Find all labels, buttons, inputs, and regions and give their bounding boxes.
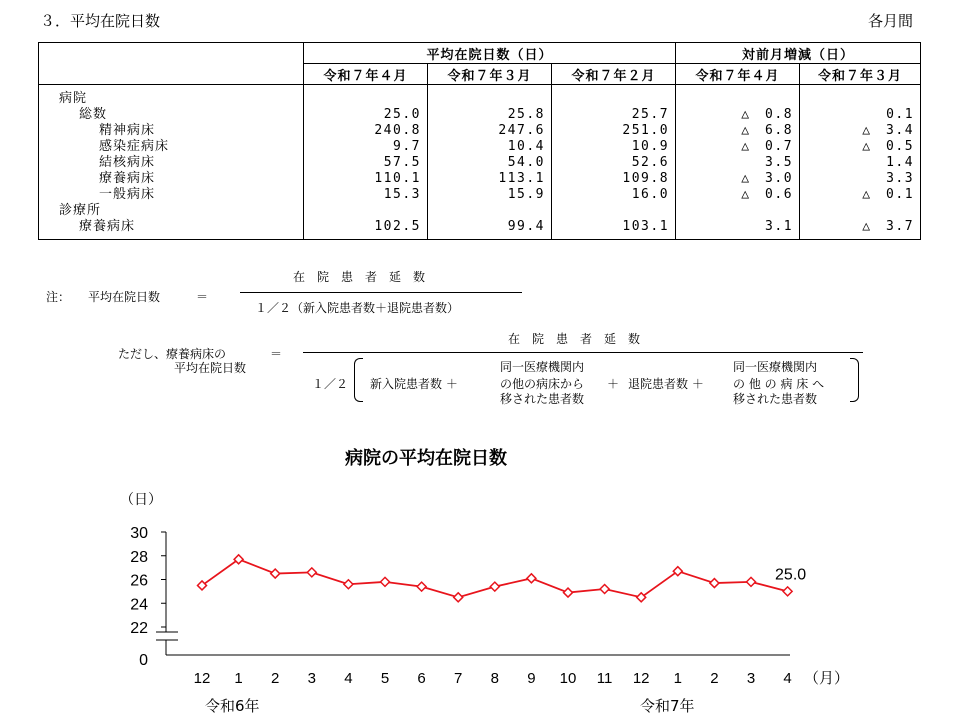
table-cell: 113.1 xyxy=(498,171,545,186)
x-tick-label: 8 xyxy=(490,670,499,687)
denominator-term: 同一医療機関内 xyxy=(733,360,818,374)
data-point xyxy=(490,582,499,591)
denominator-term: 移された患者数 xyxy=(500,392,585,406)
table-cell: 0.1 xyxy=(886,107,915,122)
x-tick-label: 9 xyxy=(527,670,536,687)
x-tick-label: 12 xyxy=(193,670,211,687)
denominator-term: 退院患者数 ＋ xyxy=(628,377,704,391)
x-tick-label: 7 xyxy=(454,670,463,687)
x-tick-label: 1 xyxy=(234,670,243,687)
denominator: １／２（新入院患者数＋退院患者数） xyxy=(255,301,460,315)
equals-sign: ＝ xyxy=(196,290,209,304)
x-tick-label: 12 xyxy=(632,670,650,687)
table-cell: 251.0 xyxy=(622,123,670,138)
row-label: 病院 xyxy=(59,91,88,106)
group-header-average: 平均在院日数（日） xyxy=(304,43,676,64)
table-cell: 109.8 xyxy=(622,171,670,186)
data-point xyxy=(307,568,316,577)
row-label: 療養病床 xyxy=(79,219,136,234)
note-term: 平均在院日数 xyxy=(88,290,161,304)
row-label: 総数 xyxy=(79,107,108,122)
table-cell: 110.1 xyxy=(374,171,421,186)
x-tick-label: 4 xyxy=(783,670,792,687)
table-cell: △ 0.6 xyxy=(741,187,794,202)
table-cell: △ 6.8 xyxy=(741,123,794,138)
numerator: 在 院 患 者 延 数 xyxy=(293,270,426,284)
equals-sign: ＝ xyxy=(270,347,283,361)
data-point xyxy=(417,582,426,591)
data-point xyxy=(710,579,719,588)
data-point xyxy=(600,585,609,594)
table-cell: 102.5 xyxy=(374,219,421,234)
frequency-label: 各月間 xyxy=(868,12,914,30)
x-tick-label: 2 xyxy=(710,670,719,687)
table-cell: △ 0.7 xyxy=(741,139,794,154)
y-axis-unit: （日） xyxy=(120,492,162,508)
data-point xyxy=(783,587,792,596)
x-tick-label: 2 xyxy=(271,670,280,687)
row-label: 精神病床 xyxy=(99,123,156,138)
plus-sign: ＋ xyxy=(607,377,620,391)
table-cell: 103.1 xyxy=(622,219,670,234)
table-cell: 52.6 xyxy=(631,155,670,170)
column-header: 令和７年３月 xyxy=(428,64,552,85)
table-cell: 240.8 xyxy=(374,123,421,138)
data-point xyxy=(271,569,280,578)
row-label: 結核病床 xyxy=(99,155,156,170)
y-tick-label: 30 xyxy=(130,525,148,542)
column-header: 令和７年４月 xyxy=(676,64,800,85)
denominator-term: 移された患者数 xyxy=(733,392,818,406)
group-header-change: 対前月増減（日） xyxy=(676,43,921,64)
year-label: 令和6年 xyxy=(205,697,260,715)
y-tick-label: 0 xyxy=(139,652,148,669)
table-cell: 25.7 xyxy=(631,107,670,122)
table-cell: 15.3 xyxy=(383,187,421,202)
data-point xyxy=(747,577,756,586)
x-tick-label: 5 xyxy=(380,670,390,687)
data-point xyxy=(454,593,463,602)
data-point xyxy=(564,588,573,597)
row-label: 診療所 xyxy=(59,203,102,218)
x-axis-unit: （月） xyxy=(804,669,850,687)
denominator-term: の他の病床から xyxy=(500,377,585,391)
numerator: 在 院 患 者 延 数 xyxy=(508,332,641,346)
table-cell: 57.5 xyxy=(383,155,421,170)
y-tick-label: 28 xyxy=(130,548,148,566)
table-cell: 16.0 xyxy=(631,187,670,202)
denominator-term: の 他 の 病 床 へ xyxy=(733,377,825,391)
table-cell: △ 0.5 xyxy=(862,139,915,154)
column-header: 令和７年３月 xyxy=(800,64,921,85)
table-cell: △ 3.0 xyxy=(741,171,794,186)
denominator-term: 同一医療機関内 xyxy=(500,360,585,374)
denominator-term: 新入院患者数 ＋ xyxy=(370,377,458,391)
table-cell: 54.0 xyxy=(507,155,545,170)
proviso-term: 平均在院日数 xyxy=(174,361,247,375)
column-header: 令和７年２月 xyxy=(552,64,676,85)
table-cell: 3.5 xyxy=(765,155,794,170)
data-label: 25.0 xyxy=(775,566,807,584)
row-label: 一般病床 xyxy=(99,187,156,202)
proviso-text: ただし、療養病床の xyxy=(118,347,227,361)
table-cell: 15.9 xyxy=(507,187,545,202)
x-tick-label: 6 xyxy=(417,670,426,687)
table-cell: △ 3.4 xyxy=(862,123,915,138)
table-cell: 10.9 xyxy=(631,139,670,154)
x-tick-label: 3 xyxy=(307,670,316,687)
table-cell: 9.7 xyxy=(393,139,421,154)
table-cell: △ 0.1 xyxy=(862,187,915,202)
table-cell: 3.1 xyxy=(765,219,794,234)
data-point xyxy=(527,574,536,583)
data-point xyxy=(381,577,390,586)
table-cell: 1.4 xyxy=(886,155,915,170)
table-cell: 10.4 xyxy=(507,139,545,154)
x-tick-label: 11 xyxy=(596,670,613,687)
denominator-half: １／２ xyxy=(312,377,349,391)
column-header: 令和７年４月 xyxy=(304,64,428,85)
table-cell: 99.4 xyxy=(507,219,545,234)
row-label: 療養病床 xyxy=(99,171,156,186)
x-tick-label: 10 xyxy=(559,670,577,687)
y-tick-label: 24 xyxy=(130,596,148,614)
table-cell: 25.8 xyxy=(507,107,545,122)
x-tick-label: 4 xyxy=(344,670,353,687)
table-cell: 3.3 xyxy=(886,171,915,186)
chart-title: 病院の平均在院日数 xyxy=(345,448,507,469)
note-label: 注： xyxy=(46,290,71,304)
table-cell: 25.0 xyxy=(383,107,421,122)
table-cell: △ 0.8 xyxy=(741,107,794,122)
data-point xyxy=(344,580,353,589)
y-tick-label: 26 xyxy=(130,572,148,590)
x-tick-label: 3 xyxy=(746,670,756,687)
x-tick-label: 1 xyxy=(673,670,682,687)
section-title: ３．平均在院日数 xyxy=(40,12,161,30)
y-tick-label: 22 xyxy=(130,620,148,637)
table-cell: 247.6 xyxy=(498,123,545,138)
table-cell: △ 3.7 xyxy=(862,219,915,234)
year-label: 令和7年 xyxy=(640,697,695,715)
row-label: 感染症病床 xyxy=(99,139,170,154)
